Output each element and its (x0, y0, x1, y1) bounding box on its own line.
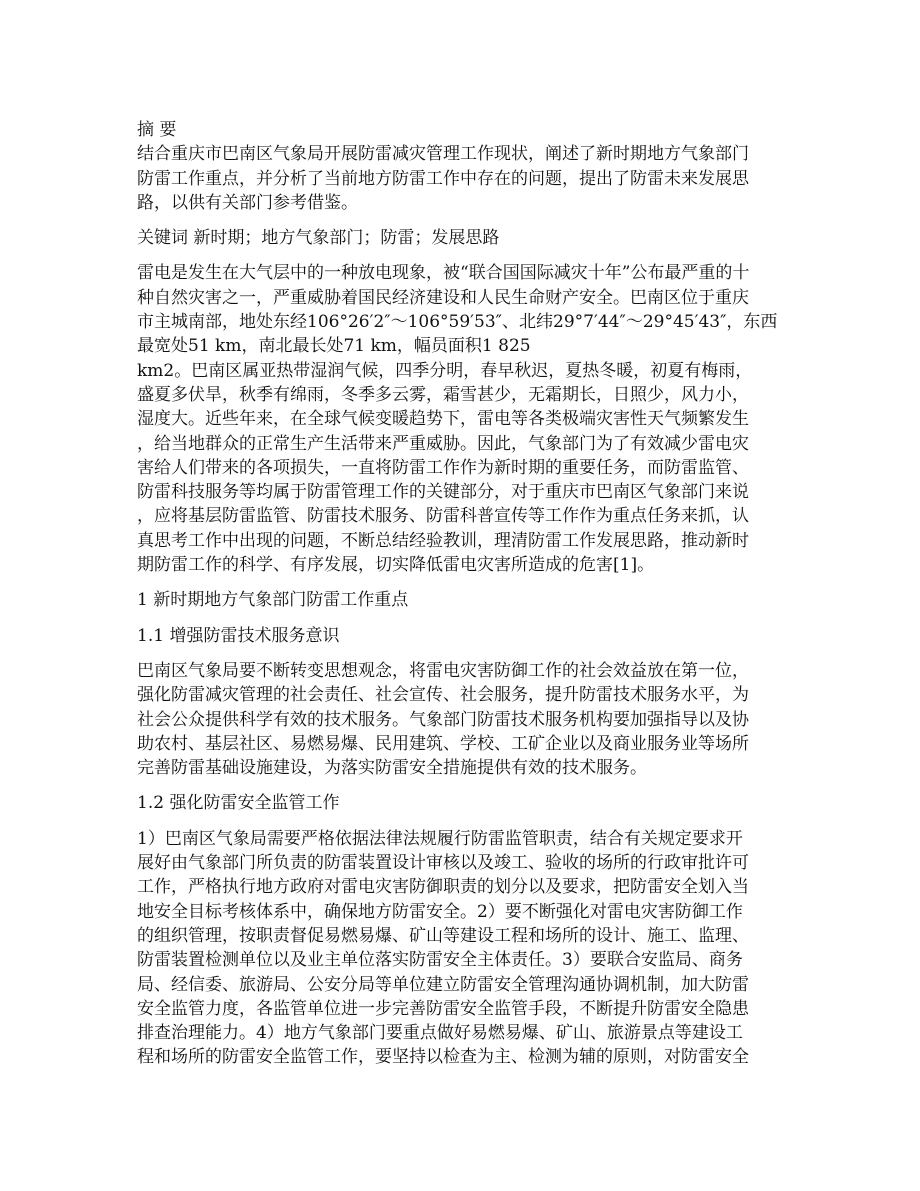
paragraph-line: 雷电是发生在大气层中的一种放电现象，被“联合国国际减灾十年”公布最严重的十 (137, 263, 750, 284)
paragraph-line: 安全监管力度，各监管单位进一步完善防雷安全监管手段，不断提升防雷安全隐患 (137, 998, 749, 1019)
intro-paragraph (137, 261, 787, 577)
paragraph-line: ，应将基层防雷监管、防雷技术服务、防雷科普宣传等工作作为重点任务来抓，认 (137, 506, 749, 527)
paragraph-line: 展好由气象部门所负责的防雷装置设计审核以及竣工、验收的场所的行政审批许可 (137, 853, 749, 874)
paragraph-line: 工作，严格执行地方政府对雷电灾害防御职责的划分以及要求，把防雷安全划入当 (137, 877, 749, 898)
paragraph-line: 结合重庆市巴南区气象局开展防雷减灾管理工作现状，阐述了新时期地方气象部门 (137, 144, 749, 165)
section-heading: 1 新时期地方气象部门防雷工作重点 (137, 590, 409, 611)
paragraph-line: 防雷装置检测单位以及业主单位落实防雷安全主体责任。3）要联合安监局、商务 (137, 950, 743, 971)
paragraph-line: 1）巴南区气象局需要严格依据法律法规履行防雷监管职责，结合有关规定要求开 (137, 828, 743, 849)
document-page (137, 118, 787, 1070)
paragraph-line: 的组织管理，按职责督促易燃易爆、矿山等建设工程和场所的设计、施工、监理、 (137, 925, 749, 946)
subsection-heading: 1.1 增强防雷技术服务意识 (137, 625, 340, 646)
paragraph-line: 盛夏多伏旱，秋季有绵雨，冬季多云雾，霜雪甚少，无霜期长，日照少，风力小， (137, 384, 749, 405)
paragraph-line: 排查治理能力。4）地方气象部门要重点做好易燃易爆、矿山、旅游景点等建设工 (137, 1023, 743, 1044)
paragraph-line: 地安全目标考核体系中，确保地方防雷安全。2）要不断强化对雷电灾害防御工作 (137, 901, 743, 922)
abstract-paragraph (137, 142, 787, 215)
paragraph-line: 防雷科技服务等均属于防雷管理工作的关键部分，对于重庆市巴南区气象部门来说 (137, 482, 749, 503)
paragraph-line: 期防雷工作的科学、有序发展，切实降低雷电灾害所造成的危害[1]。 (137, 555, 655, 576)
paragraph-line: 湿度大。近些年来，在全球气候变暖趋势下，雷电等各类极端灾害性天气频繁发生 (137, 409, 749, 430)
abstract-heading: 摘 要 (137, 120, 177, 140)
paragraph-line: 程和场所的防雷安全监管工作，要坚持以检查为主、检测为辅的原则，对防雷安全 (137, 1047, 749, 1068)
paragraph-line: ，给当地群众的正常生产生活带来严重威胁。因此，气象部门为了有效减少雷电灾 (137, 433, 749, 454)
section-1-2-paragraph (137, 827, 787, 1070)
paragraph-line: 防雷工作重点，并分析了当前地方防雷工作中存在的问题，提出了防雷未来发展思 (137, 168, 749, 189)
paragraph-line: 害给人们带来的各项损失，一直将防雷工作作为新时期的重要任务，而防雷监管、 (137, 457, 749, 478)
paragraph-line: 完善防雷基础设施建设，为落实防雷安全措施提供有效的技术服务。 (137, 758, 647, 779)
paragraph-line: 真思考工作中出现的问题，不断总结经验教训，理清防雷工作发展思路，推动新时 (137, 530, 749, 551)
paragraph-line: 助农村、基层社区、易燃易爆、民用建筑、学校、工矿企业以及商业服务业等场所 (137, 733, 749, 754)
paragraph-line: 巴南区气象局要不断转变思想观念，将雷电灾害防御工作的社会效益放在第一位， (137, 660, 749, 681)
paragraph-line: 市主城南部，地处东经106°26′2″～106°59′53″、北纬29°7′44″～29°45′43″，东西 (137, 312, 778, 333)
paragraph-line: km2。巴南区属亚热带湿润气候，四季分明，春早秋迟，夏热冬暖，初夏有梅雨， (137, 360, 753, 381)
paragraph-line: 局、经信委、旅游局、公安分局等单位建立防雷安全管理沟通协调机制，加大防雷 (137, 974, 749, 995)
subsection-heading: 1.2 强化防雷安全监管工作 (137, 793, 340, 814)
paragraph-line: 最宽处51 km，南北最长处71 km，幅员面积1 825 (137, 336, 531, 357)
section-1-1-paragraph (137, 659, 787, 780)
keywords-line: 关键词 新时期；地方气象部门；防雷；发展思路 (137, 228, 500, 249)
paragraph-line: 种自然灾害之一，严重威胁着国民经济建设和人民生命财产安全。巴南区位于重庆 (137, 287, 749, 308)
paragraph-line: 社会公众提供科学有效的技术服务。气象部门防雷技术服务机构要加强指导以及协 (137, 709, 749, 730)
paragraph-line: 路，以供有关部门参考借鉴。 (137, 192, 358, 213)
paragraph-line: 强化防雷减灾管理的社会责任、社会宣传、社会服务，提升防雷技术服务水平，为 (137, 685, 749, 706)
